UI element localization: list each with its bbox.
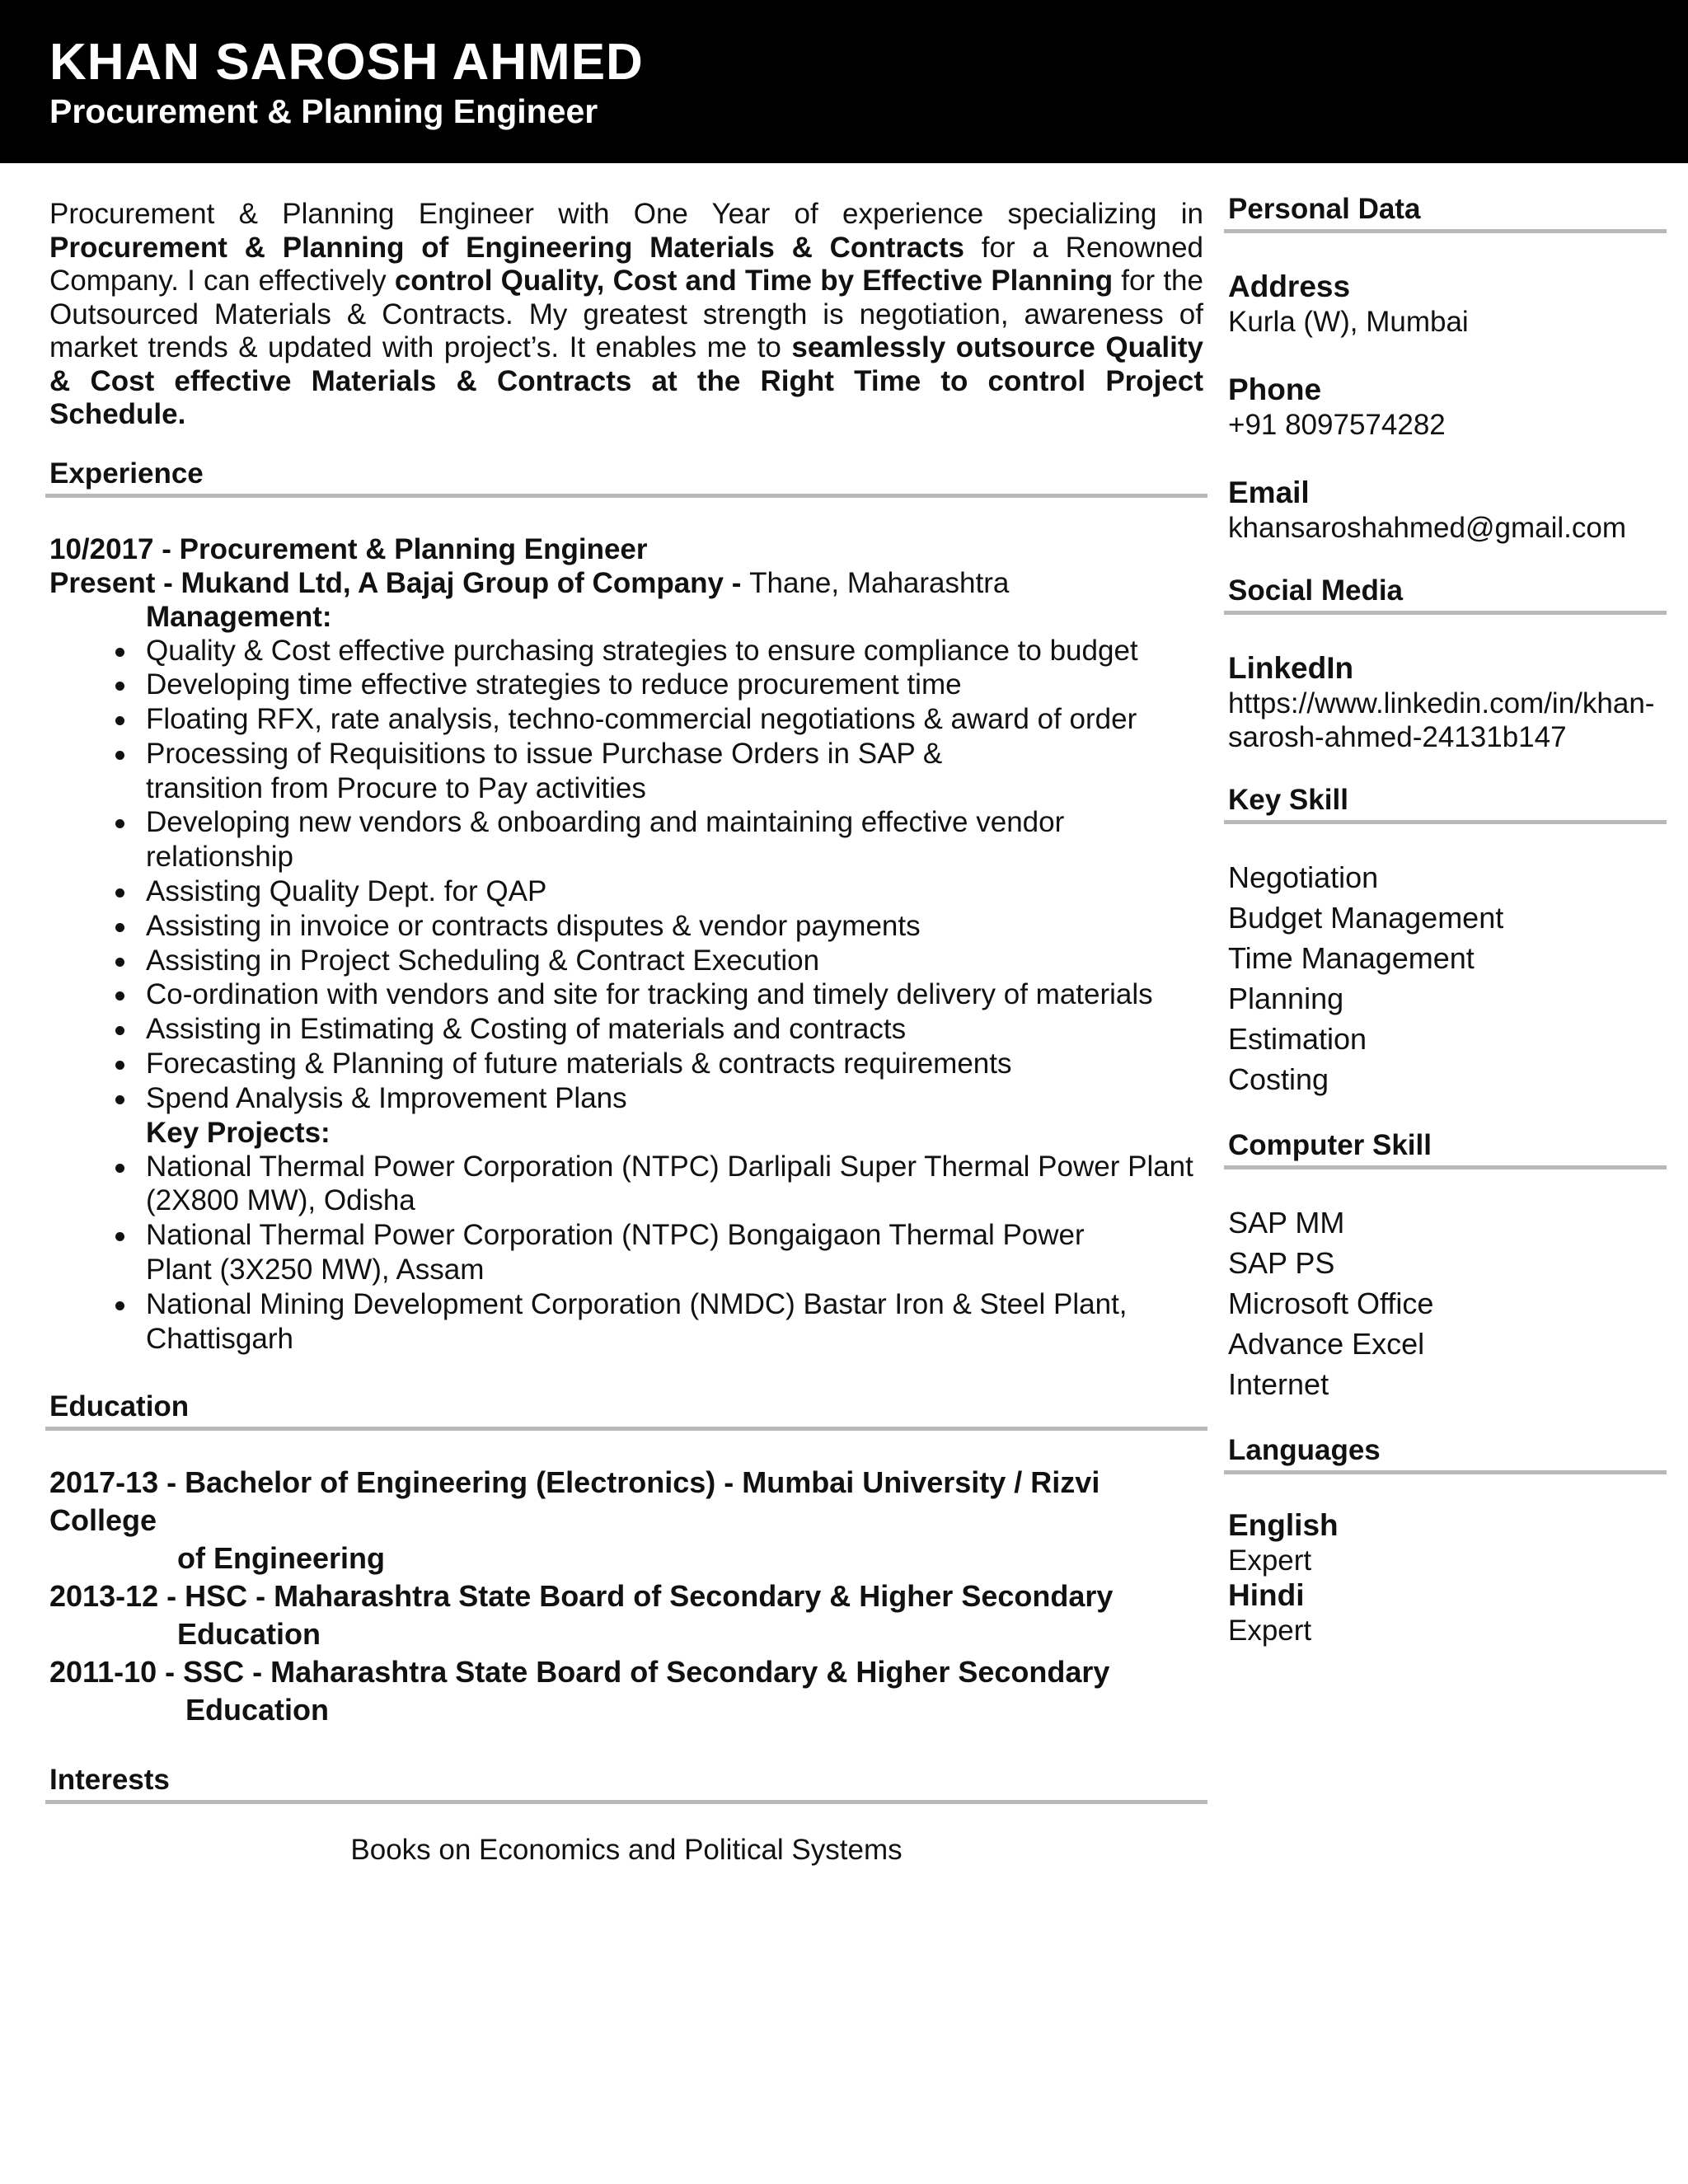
linkedin-block — [1228, 650, 1667, 754]
skill-item: Internet — [1228, 1367, 1329, 1401]
linkedin-label: LinkedIn — [1228, 651, 1354, 685]
management-list — [49, 634, 1203, 1116]
summary-highlight: Procurement & Planning of Engineering Materials & Contracts — [49, 231, 965, 264]
list-item: National Mining Development Corporation (NMDC) Bastar Iron & Steel Plant, Chattisgarh — [146, 1287, 1160, 1357]
job-date-title: 10/2017 - Procurement & Planning Engineer — [49, 532, 648, 565]
experience-section — [49, 456, 1203, 1357]
education-item — [49, 1653, 1203, 1729]
education-section — [49, 1389, 1203, 1729]
sidebar — [1228, 191, 1667, 1647]
key-skill-heading: Key Skill — [1224, 782, 1667, 824]
interest-item: Books on Economics and Political Systems — [350, 1834, 903, 1867]
education-line-cont: Education — [177, 1617, 321, 1652]
social-media-heading: Social Media — [1224, 573, 1667, 615]
email-value: khansaroshahmed@gmail.com — [1228, 512, 1626, 544]
summary-highlight: seamlessly outsource Quality & Cost effective Materials & Contracts at the Right Time to control Project Schedule. — [49, 331, 1203, 430]
skill-item: Planning — [1228, 982, 1344, 1015]
address-label: Address — [1228, 269, 1351, 303]
skill-item: Budget Management — [1228, 901, 1504, 935]
education-list — [49, 1464, 1203, 1729]
phone-value: +91 8097574282 — [1228, 409, 1446, 441]
list-item: Floating RFX, rate analysis, techno-commercial negotiations & award of order — [146, 702, 1203, 737]
education-item — [49, 1464, 1203, 1577]
education-item — [49, 1577, 1203, 1653]
education-line-cont: of Engineering — [177, 1541, 385, 1576]
management-heading: Management: — [146, 600, 332, 633]
email-block — [1228, 475, 1667, 545]
summary-text: for the Outsourced Materials & Contracts. My greatest strength is negotiation, awareness of market trends & updated with project’s. It enables me to — [49, 265, 1203, 363]
interests-section — [49, 1762, 1203, 1868]
list-item: Assisting in invoice or contracts disputes & vendor payments — [146, 909, 1203, 944]
computer-skill-heading: Computer Skill — [1224, 1127, 1667, 1169]
education-line: 2017-13 - Bachelor of Engineering (Electronics) - Mumbai University / Rizvi College — [49, 1465, 1100, 1538]
projects-list — [49, 1150, 1203, 1357]
linkedin-url-line: https://www.linkedin.com/in/khan- — [1228, 687, 1655, 719]
list-item: Spend Analysis & Improvement Plans — [146, 1081, 1203, 1116]
language-name: English — [1228, 1508, 1339, 1542]
skill-item: Microsoft Office — [1228, 1286, 1434, 1320]
list-item: Forecasting & Planning of future materials & contracts requirements — [146, 1047, 1203, 1081]
education-heading: Education — [45, 1389, 1207, 1431]
list-item: Quality & Cost effective purchasing strategies to ensure compliance to budget — [146, 634, 1203, 668]
candidate-name: KHAN SAROSH AHMED — [49, 34, 644, 91]
linkedin-url — [1228, 687, 1667, 754]
job-location: Thane, Maharashtra — [749, 566, 1010, 599]
summary-text: Procurement & Planning Engineer with One Year of experience specializing in — [49, 198, 1203, 230]
skill-item: Costing — [1228, 1062, 1329, 1096]
main-column — [49, 198, 1203, 1868]
email-label: Email — [1228, 476, 1310, 509]
key-skill-list — [1228, 857, 1667, 1099]
education-line: 2011-10 - SSC - Maharashtra State Board of Secondary & Higher Secondary — [49, 1655, 1110, 1690]
list-item: National Thermal Power Corporation (NTPC) Bongaigaon Thermal Power Plant (3X250 MW), Assam — [146, 1218, 1110, 1287]
list-item: Co-ordination with vendors and site for tracking and timely delivery of materials — [146, 977, 1203, 1012]
address-block — [1228, 269, 1667, 339]
list-item: Processing of Requisitions to issue Purchase Orders in SAP & transition from Procure to Pay activities — [146, 737, 962, 806]
phone-block — [1228, 372, 1667, 442]
skill-item: Advance Excel — [1228, 1327, 1425, 1361]
resume-header — [0, 0, 1688, 163]
list-item: Assisting Quality Dept. for QAP — [146, 874, 1203, 909]
summary-highlight: control Quality, Cost and Time by Effective Planning — [394, 265, 1114, 297]
summary-paragraph — [49, 198, 1203, 432]
skill-item: Negotiation — [1228, 860, 1379, 894]
address-value: Kurla (W), Mumbai — [1228, 306, 1469, 338]
education-line: 2013-12 - HSC - Maharashtra State Board of Secondary & Higher Secondary — [49, 1579, 1114, 1614]
language-name: Hindi — [1228, 1578, 1305, 1612]
languages-heading: Languages — [1224, 1432, 1667, 1474]
languages-section — [1228, 1432, 1667, 1647]
personal-data-heading: Personal Data — [1224, 191, 1667, 233]
list-item: Developing new vendors & onboarding and maintaining effective vendor relationship — [146, 805, 1102, 874]
key-projects-heading: Key Projects: — [146, 1116, 331, 1149]
list-item: National Thermal Power Corporation (NTPC) Darlipali Super Thermal Power Plant (2X800 MW), Odisha — [146, 1150, 1203, 1219]
job-company: Present - Mukand Ltd, A Bajaj Group of Company - — [49, 566, 750, 599]
skill-item: Time Management — [1228, 941, 1475, 975]
skill-item: SAP MM — [1228, 1206, 1345, 1240]
language-level: Expert — [1228, 1544, 1312, 1577]
interests-heading: Interests — [45, 1762, 1207, 1804]
languages-list — [1228, 1507, 1667, 1647]
linkedin-url-line: sarosh-ahmed-24131b147 — [1228, 721, 1567, 753]
skill-item: SAP PS — [1228, 1246, 1335, 1280]
skill-item: Estimation — [1228, 1022, 1367, 1056]
computer-skill-list — [1228, 1202, 1667, 1404]
social-media-section — [1228, 573, 1667, 754]
list-item: Assisting in Estimating & Costing of materials and contracts — [146, 1012, 1203, 1047]
education-line-cont: Education — [185, 1693, 330, 1727]
list-item: Assisting in Project Scheduling & Contract Execution — [146, 944, 1203, 978]
list-item: Developing time effective strategies to reduce procurement time — [146, 668, 1203, 702]
job-company-line — [49, 566, 1203, 600]
computer-skill-section — [1228, 1127, 1667, 1404]
candidate-title: Procurement & Planning Engineer — [49, 92, 598, 130]
language-level: Expert — [1228, 1615, 1312, 1647]
summary-text: for a Renowned Company. I can effectively — [49, 231, 1204, 297]
phone-label: Phone — [1228, 373, 1322, 406]
job-entry — [49, 532, 1203, 1357]
key-skill-section — [1228, 782, 1667, 1099]
experience-heading: Experience — [45, 456, 1207, 498]
